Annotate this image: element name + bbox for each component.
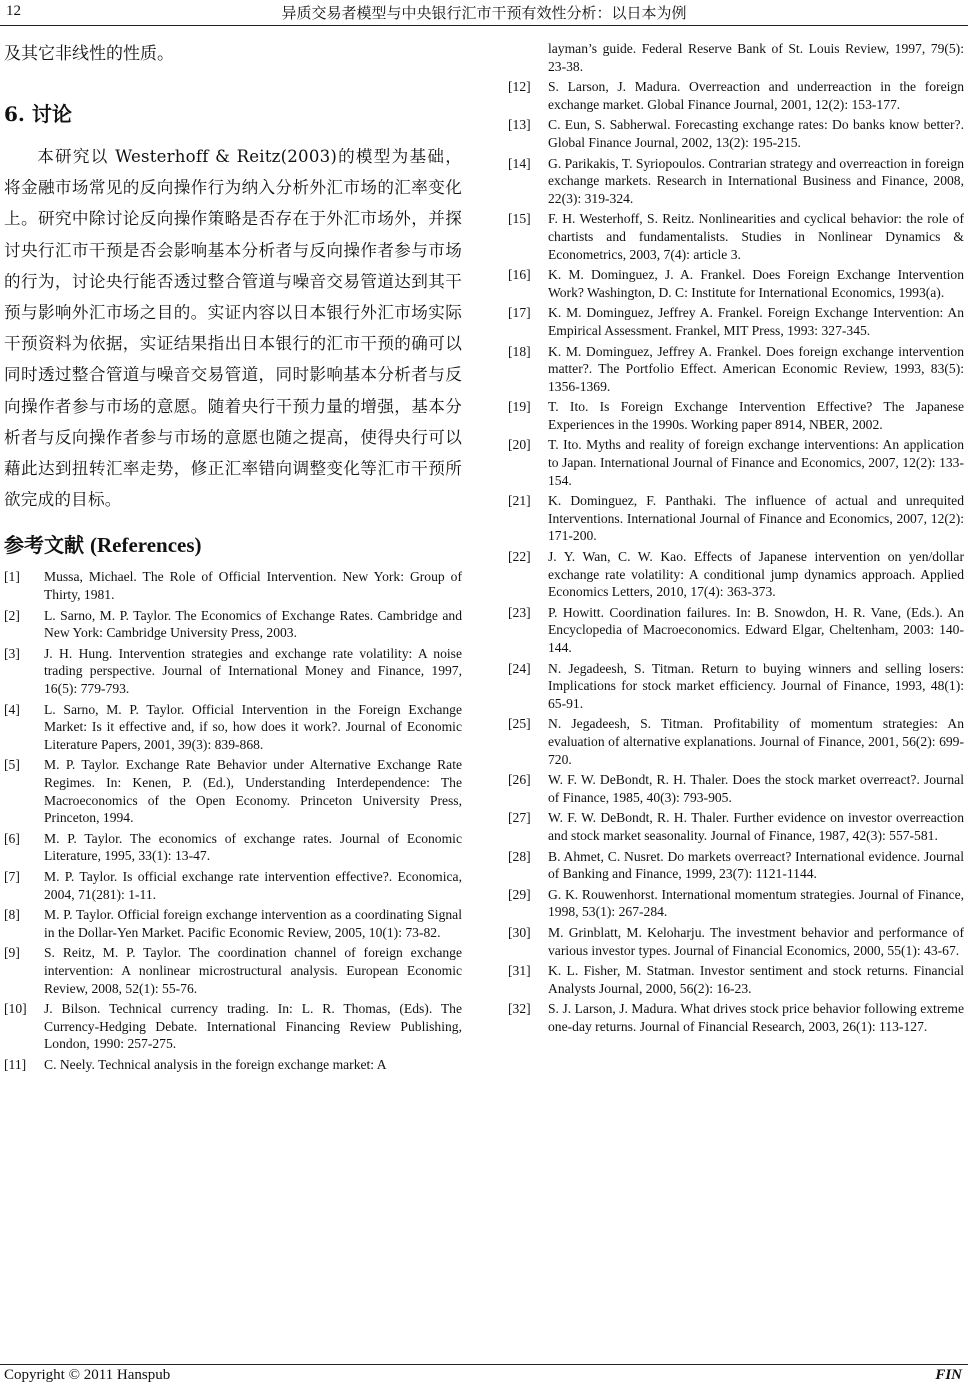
reference-item	[508, 1000, 964, 1035]
reference-number: [15]	[508, 211, 531, 227]
reference-text: S. Reitz, M. P. Taylor. The coordination channel of foreign exchange intervention: A nonlinear microstructural analysis. European Economic Review, 2008, 52(1): 55-76.	[44, 945, 462, 996]
reference-number: [30]	[508, 924, 531, 940]
reference-item	[508, 962, 964, 997]
reference-item	[508, 155, 964, 208]
reference-item	[508, 886, 964, 921]
reference-text: G. K. Rouwenhorst. International momentum strategies. Journal of Finance, 1998, 53(1): 267-284.	[548, 886, 964, 920]
reference-text: K. M. Dominguez, J. A. Frankel. Does Foreign Exchange Intervention Work? Washington, D. C: Institute for International Economics, 1993(a).	[548, 267, 964, 300]
reference-text: N. Jegadeesh, S. Titman. Return to buying winners and selling losers: Implications for stock market efficiency. Journal of Finance, 1993, 48(1): 65-91.	[548, 660, 964, 711]
page-header	[0, 0, 968, 26]
reference-text: W. F. W. DeBondt, R. H. Thaler. Further evidence on investor overreaction and stock market seasonality. Journal of Finance, 1987, 42(3): 557-581.	[548, 810, 964, 843]
reference-text: J. Bilson. Technical currency trading. In: L. R. Thomas, (Eds). The Currency-Hedging Debate. International Financing Review Publishing, London, 1990: 257-275.	[44, 1001, 462, 1052]
reference-text: K. L. Fisher, M. Statman. Investor sentiment and stock returns. Financial Analysts Journal, 2000, 56(2): 16-23.	[548, 963, 964, 996]
reference-item	[508, 116, 964, 151]
reference-number: [27]	[508, 810, 531, 826]
reference-number: [26]	[508, 772, 531, 788]
reference-list-right	[508, 78, 964, 1035]
reference-item	[508, 266, 964, 301]
reference-text: K. M. Dominguez, Jeffrey A. Frankel. Does foreign exchange intervention matter?. The Portfolio Effect. American Economic Review, 1993, 83(5): 1356-1369.	[548, 343, 964, 394]
reference-item	[4, 906, 462, 941]
reference-item	[508, 809, 964, 844]
reference-continuation-text: layman’s guide. Federal Reserve Bank of St. Louis Review, 1997, 79(5): 23-38.	[548, 41, 964, 74]
reference-item	[508, 771, 964, 806]
reference-number: [24]	[508, 660, 531, 676]
reference-item	[508, 398, 964, 433]
reference-item	[4, 645, 462, 698]
reference-number: [20]	[508, 437, 531, 453]
reference-item	[508, 715, 964, 768]
reference-text: B. Ahmet, C. Nusret. Do markets overreact? International evidence. Journal of Banking and Finance, 1999, 23(7): 1121-1144.	[548, 848, 964, 882]
reference-number: [7]	[4, 868, 20, 884]
reference-item	[4, 868, 462, 903]
reference-item	[4, 701, 462, 754]
reference-number: [23]	[508, 604, 531, 620]
copyright-text: Copyright © 2011 Hanspub	[4, 1367, 171, 1383]
reference-text: C. Neely. Technical analysis in the foreign exchange market: A	[44, 1056, 387, 1072]
right-column	[508, 40, 964, 1038]
reference-item	[508, 848, 964, 883]
reference-number: [14]	[508, 155, 531, 171]
reference-item	[508, 660, 964, 713]
reference-text: J. H. Hung. Intervention strategies and exchange rate volatility: A noise trading perspective. Journal of International Money and Finance, 1997, 16(5): 779-793.	[44, 645, 462, 696]
reference-list-left	[4, 568, 462, 1073]
reference-number: [18]	[508, 343, 531, 359]
reference-text: Mussa, Michael. The Role of Official Intervention. New York: Group of Thirty, 1981.	[44, 569, 462, 603]
reference-item	[4, 830, 462, 865]
reference-text: W. F. W. DeBondt, R. H. Thaler. Does the stock market overreact?. Journal of Finance, 1985, 40(3): 793-905.	[548, 772, 964, 805]
reference-text: T. Ito. Myths and reality of foreign exchange interventions: An application to Japan. International Journal of Finance and Economics, 2007, 12(2): 133-154.	[548, 437, 964, 488]
reference-text: K. M. Dominguez, Jeffrey A. Frankel. Foreign Exchange Intervention: An Empirical Assessment. Frankel, MIT Press, 1993: 327-345.	[548, 305, 964, 338]
reference-number: [8]	[4, 907, 20, 923]
reference-number: [29]	[508, 886, 531, 902]
reference-text: L. Sarno, M. P. Taylor. Official Intervention in the Foreign Exchange Market: Is it effective and, if so, how does it work?. Journal of Economic Literature Papers, 2001, 39(3): 839-868.	[44, 701, 462, 752]
reference-text: M. P. Taylor. Is official exchange rate intervention effective?. Economica, 2004, 71(281): 1-11.	[44, 868, 462, 902]
reference-number: [25]	[508, 716, 531, 732]
reference-text: N. Jegadeesh, S. Titman. Profitability of momentum strategies: An evaluation of alternative explanations. Journal of Finance, 2001, 56(2): 699-720.	[548, 716, 964, 767]
page-number: 12	[6, 3, 21, 19]
reference-item	[508, 78, 964, 113]
reference-number: [11]	[4, 1056, 27, 1072]
reference-text: P. Howitt. Coordination failures. In: B. Snowdon, H. R. Vane, (Eds.). An Encyclopedia of Macroeconomics. Edward Elgar, Cheltenham, 2003: 140-144.	[548, 604, 964, 655]
reference-number: [19]	[508, 399, 531, 415]
reference-item	[4, 607, 462, 642]
reference-item	[508, 436, 964, 489]
reference-number: [6]	[4, 830, 20, 846]
reference-number: [28]	[508, 848, 531, 864]
reference-item	[4, 944, 462, 997]
reference-text: M. Grinblatt, M. Keloharju. The investment behavior and performance of various investor types. Journal of Financial Economics, 2000, 55(1): 43-67.	[548, 924, 964, 958]
reference-item	[4, 568, 462, 603]
reference-item	[508, 548, 964, 601]
reference-number: [4]	[4, 701, 20, 717]
reference-item	[508, 343, 964, 396]
running-title: 异质交易者模型与中央银行汇市干预有效性分析：以日本为例	[281, 4, 687, 22]
reference-item	[508, 924, 964, 959]
reference-number: [31]	[508, 963, 531, 979]
reference-number: [16]	[508, 267, 531, 283]
reference-number: [9]	[4, 945, 20, 961]
journal-abbrev: FIN	[935, 1367, 962, 1383]
reference-text: F. H. Westerhoff, S. Reitz. Nonlinearities and cyclical behavior: the role of chartists and fundamentalists. Studies in Nonlinear Dynamics & Econometrics, 2003, 7(4): article 3.	[548, 211, 964, 262]
reference-text: M. P. Taylor. Exchange Rate Behavior under Alternative Exchange Rate Regimes. In: Kenen, P. (Ed.), Understanding Interdependence: The Macroeconomics of the Open Economy. Princeton University Press, Princeton, 1994.	[44, 757, 462, 826]
reference-text: C. Eun, S. Sabherwal. Forecasting exchange rates: Do banks know better?. Global Finance Journal, 2002, 13(2): 195-215.	[548, 117, 964, 150]
continuation-text: 及其它非线性的性质。	[4, 44, 174, 64]
reference-number: [13]	[508, 117, 531, 133]
page-footer	[0, 1364, 968, 1386]
references-title-en: (References)	[90, 533, 202, 558]
reference-number: [3]	[4, 645, 20, 661]
reference-number: [17]	[508, 305, 531, 321]
reference-number: [1]	[4, 569, 20, 585]
reference-number: [22]	[508, 549, 531, 565]
reference-text: L. Sarno, M. P. Taylor. The Economics of Exchange Rates. Cambridge and New York: Cambridge University Press, 2003.	[44, 607, 462, 641]
left-column	[4, 40, 462, 1076]
reference-text: S. J. Larson, J. Madura. What drives stock price behavior following extreme one-day returns. Journal of Financial Research, 2003, 26(1): 113-127.	[548, 1001, 964, 1034]
reference-text: K. Dominguez, F. Panthaki. The influence of actual and unrequited Interventions. International Journal of Finance and Economics, 2007, 12(2): 171-200.	[548, 493, 964, 544]
reference-item	[508, 304, 964, 339]
reference-number: [5]	[4, 757, 20, 773]
reference-continuation	[508, 40, 964, 75]
reference-text: G. Parikakis, T. Syriopoulos. Contrarian strategy and overreaction in foreign exchange markets. Research in International Business and Finance, 2008, 22(3): 319-324.	[548, 155, 964, 206]
reference-text: S. Larson, J. Madura. Overreaction and underreaction in the foreign exchange market. Global Finance Journal, 2001, 12(2): 153-177.	[548, 79, 964, 112]
reference-number: [32]	[508, 1001, 531, 1017]
reference-item	[4, 1000, 462, 1053]
reference-item	[4, 1056, 462, 1074]
reference-number: [10]	[4, 1001, 27, 1017]
discussion-paragraph: 本研究以 Westerhoff & Reitz(2003)的模型为基础，将金融市场常见的反向操作行为纳入分析外汇市场的汇率变化上。研究中除讨论反向操作策略是否存在于外汇市场外，并探讨央行汇市干预是否会影响基本分析者与反向操作者参与市场的行为，讨论央行能否透过整合管道与噪音交易管道达到其干预与影响外汇市场之目的。实证内容以日本银行外汇市场实际干预资料为依据，实证结果指出日本银行的汇市干预的确可以同时透过整合管道与噪音交易管道，同时影响基本分析者与反向操作者参与市场的意愿。随着央行干预力量的增强，基本分析者与反向操作者参与市场的意愿也随之提高，使得央行可以藉此达到扭转汇率走势，修正汇率错向调整变化等汇市干预所欲完成的目标。	[4, 147, 462, 510]
reference-item	[4, 756, 462, 826]
references-title-cn: 参考文献	[4, 533, 84, 558]
reference-text: J. Y. Wan, C. W. Kao. Effects of Japanese intervention on yen/dollar exchange rate volatility: A conditional jump dynamics approach. Applied Economics Letters, 2010, 17(4): 363-373.	[548, 549, 964, 600]
section-title: 6. 讨论	[4, 102, 72, 126]
reference-item	[508, 604, 964, 657]
reference-item	[508, 210, 964, 263]
reference-number: [12]	[508, 79, 531, 95]
reference-text: M. P. Taylor. Official foreign exchange intervention as a coordinating Signal in the Dollar-Yen Market. Pacific Economic Review, 2005, 10(1): 73-82.	[44, 907, 462, 940]
reference-number: [21]	[508, 493, 531, 509]
references-heading	[4, 529, 462, 558]
reference-text: M. P. Taylor. The economics of exchange rates. Journal of Economic Literature, 1995, 33(1): 13-47.	[44, 830, 462, 864]
reference-text: T. Ito. Is Foreign Exchange Intervention Effective? The Japanese Experiences in the 1990s. Working paper 8914, NBER, 2002.	[548, 399, 964, 432]
reference-item	[508, 492, 964, 545]
reference-number: [2]	[4, 607, 20, 623]
